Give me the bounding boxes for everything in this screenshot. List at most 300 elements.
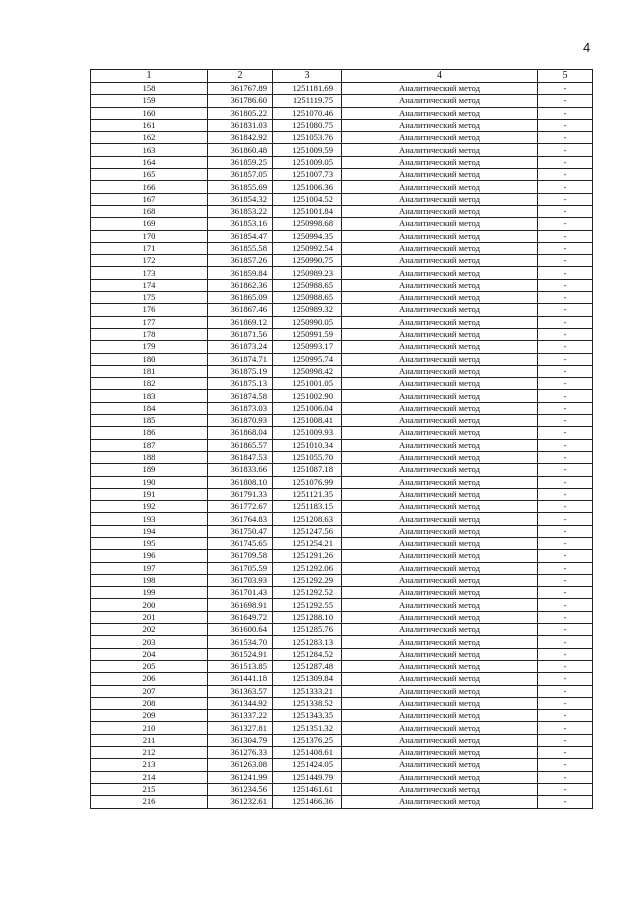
method-cell: Аналитический метод (342, 328, 538, 340)
point-number-cell: 206 (91, 673, 208, 685)
error-cell: - (538, 95, 593, 107)
method-cell: Аналитический метод (342, 599, 538, 611)
point-number-cell: 207 (91, 685, 208, 697)
point-number-cell: 184 (91, 402, 208, 414)
table-row (91, 587, 593, 599)
x-coordinate-cell: 361854.47 (208, 230, 273, 242)
x-coordinate-cell: 361701.43 (208, 587, 273, 599)
method-cell: Аналитический метод (342, 796, 538, 808)
error-cell: - (538, 119, 593, 131)
method-cell: Аналитический метод (342, 144, 538, 156)
error-cell: - (538, 550, 593, 562)
table-row (91, 464, 593, 476)
table-row (91, 328, 593, 340)
x-coordinate-cell: 361703.93 (208, 574, 273, 586)
error-cell: - (538, 144, 593, 156)
method-cell: Аналитический метод (342, 464, 538, 476)
table-row (91, 119, 593, 131)
error-cell: - (538, 415, 593, 427)
header-cell: 5 (538, 70, 593, 83)
x-coordinate-cell: 361867.46 (208, 304, 273, 316)
error-cell: - (538, 304, 593, 316)
point-number-cell: 214 (91, 771, 208, 783)
point-number-cell: 176 (91, 304, 208, 316)
method-cell: Аналитический метод (342, 132, 538, 144)
error-cell: - (538, 562, 593, 574)
x-coordinate-cell: 361853.22 (208, 205, 273, 217)
x-coordinate-cell: 361344.92 (208, 697, 273, 709)
table-row (91, 316, 593, 328)
error-cell: - (538, 181, 593, 193)
table-row (91, 648, 593, 660)
table-row (91, 95, 593, 107)
error-cell: - (538, 673, 593, 685)
y-coordinate-cell: 1251376.25 (273, 734, 342, 746)
table-row (91, 341, 593, 353)
y-coordinate-cell: 1251055.70 (273, 451, 342, 463)
point-number-cell: 163 (91, 144, 208, 156)
point-number-cell: 189 (91, 464, 208, 476)
y-coordinate-cell: 1251338.52 (273, 697, 342, 709)
table-row (91, 353, 593, 365)
x-coordinate-cell: 361767.89 (208, 83, 273, 95)
table-row (91, 390, 593, 402)
error-cell: - (538, 611, 593, 623)
error-cell: - (538, 599, 593, 611)
y-coordinate-cell: 1251087.18 (273, 464, 342, 476)
error-cell: - (538, 328, 593, 340)
table-row (91, 673, 593, 685)
y-coordinate-cell: 1250988.65 (273, 292, 342, 304)
method-cell: Аналитический метод (342, 107, 538, 119)
point-number-cell: 164 (91, 156, 208, 168)
error-cell: - (538, 587, 593, 599)
x-coordinate-cell: 361698.91 (208, 599, 273, 611)
y-coordinate-cell: 1251284.52 (273, 648, 342, 660)
point-number-cell: 162 (91, 132, 208, 144)
point-number-cell: 179 (91, 341, 208, 353)
page-number: 4 (583, 40, 591, 55)
table-body (91, 83, 593, 809)
table-row (91, 169, 593, 181)
x-coordinate-cell: 361304.79 (208, 734, 273, 746)
error-cell: - (538, 169, 593, 181)
x-coordinate-cell: 361808.10 (208, 476, 273, 488)
table-row (91, 132, 593, 144)
error-cell: - (538, 402, 593, 414)
error-cell: - (538, 427, 593, 439)
point-number-cell: 186 (91, 427, 208, 439)
table-row (91, 734, 593, 746)
error-cell: - (538, 759, 593, 771)
error-cell: - (538, 660, 593, 672)
coordinates-table (90, 69, 593, 809)
point-number-cell: 161 (91, 119, 208, 131)
method-cell: Аналитический метод (342, 353, 538, 365)
point-number-cell: 202 (91, 624, 208, 636)
method-cell: Аналитический метод (342, 660, 538, 672)
method-cell: Аналитический метод (342, 550, 538, 562)
table-row (91, 537, 593, 549)
point-number-cell: 213 (91, 759, 208, 771)
table-row (91, 697, 593, 709)
method-cell: Аналитический метод (342, 218, 538, 230)
y-coordinate-cell: 1250995.74 (273, 353, 342, 365)
header-cell: 3 (273, 70, 342, 83)
x-coordinate-cell: 361875.13 (208, 378, 273, 390)
x-coordinate-cell: 361842.92 (208, 132, 273, 144)
y-coordinate-cell: 1251010.34 (273, 439, 342, 451)
point-number-cell: 180 (91, 353, 208, 365)
x-coordinate-cell: 361805.22 (208, 107, 273, 119)
method-cell: Аналитический метод (342, 574, 538, 586)
method-cell: Аналитический метод (342, 193, 538, 205)
table-row (91, 525, 593, 537)
point-number-cell: 172 (91, 255, 208, 267)
x-coordinate-cell: 361865.09 (208, 292, 273, 304)
x-coordinate-cell: 361847.53 (208, 451, 273, 463)
method-cell: Аналитический метод (342, 341, 538, 353)
point-number-cell: 174 (91, 279, 208, 291)
x-coordinate-cell: 361600.64 (208, 624, 273, 636)
y-coordinate-cell: 1251006.04 (273, 402, 342, 414)
error-cell: - (538, 697, 593, 709)
error-cell: - (538, 390, 593, 402)
error-cell: - (538, 476, 593, 488)
method-cell: Аналитический метод (342, 255, 538, 267)
y-coordinate-cell: 1251119.75 (273, 95, 342, 107)
x-coordinate-cell: 361534.70 (208, 636, 273, 648)
x-coordinate-cell: 361263.08 (208, 759, 273, 771)
error-cell: - (538, 292, 593, 304)
method-cell: Аналитический метод (342, 525, 538, 537)
y-coordinate-cell: 1251121.35 (273, 488, 342, 500)
point-number-cell: 166 (91, 181, 208, 193)
x-coordinate-cell: 361327.81 (208, 722, 273, 734)
y-coordinate-cell: 1250991.59 (273, 328, 342, 340)
method-cell: Аналитический метод (342, 378, 538, 390)
x-coordinate-cell: 361745.65 (208, 537, 273, 549)
error-cell: - (538, 83, 593, 95)
method-cell: Аналитический метод (342, 611, 538, 623)
table-row (91, 181, 593, 193)
method-cell: Аналитический метод (342, 304, 538, 316)
error-cell: - (538, 107, 593, 119)
table-row (91, 550, 593, 562)
point-number-cell: 215 (91, 783, 208, 795)
x-coordinate-cell: 361750.47 (208, 525, 273, 537)
table-row (91, 365, 593, 377)
y-coordinate-cell: 1250990.05 (273, 316, 342, 328)
x-coordinate-cell: 361860.48 (208, 144, 273, 156)
method-cell: Аналитический метод (342, 292, 538, 304)
y-coordinate-cell: 1251285.76 (273, 624, 342, 636)
table-row (91, 107, 593, 119)
y-coordinate-cell: 1251070.46 (273, 107, 342, 119)
x-coordinate-cell: 361871.56 (208, 328, 273, 340)
point-number-cell: 203 (91, 636, 208, 648)
point-number-cell: 208 (91, 697, 208, 709)
error-cell: - (538, 734, 593, 746)
table-row (91, 193, 593, 205)
y-coordinate-cell: 1251006.36 (273, 181, 342, 193)
method-cell: Аналитический метод (342, 476, 538, 488)
point-number-cell: 188 (91, 451, 208, 463)
error-cell: - (538, 685, 593, 697)
x-coordinate-cell: 361772.67 (208, 501, 273, 513)
table-row (91, 144, 593, 156)
point-number-cell: 211 (91, 734, 208, 746)
point-number-cell: 168 (91, 205, 208, 217)
point-number-cell: 196 (91, 550, 208, 562)
point-number-cell: 201 (91, 611, 208, 623)
point-number-cell: 160 (91, 107, 208, 119)
y-coordinate-cell: 1250992.54 (273, 242, 342, 254)
table-row (91, 599, 593, 611)
method-cell: Аналитический метод (342, 181, 538, 193)
error-cell: - (538, 255, 593, 267)
y-coordinate-cell: 1250998.42 (273, 365, 342, 377)
table-row (91, 624, 593, 636)
x-coordinate-cell: 361791.33 (208, 488, 273, 500)
y-coordinate-cell: 1251254.21 (273, 537, 342, 549)
point-number-cell: 175 (91, 292, 208, 304)
method-cell: Аналитический метод (342, 415, 538, 427)
x-coordinate-cell: 361853.16 (208, 218, 273, 230)
y-coordinate-cell: 1250989.32 (273, 304, 342, 316)
x-coordinate-cell: 361859.84 (208, 267, 273, 279)
x-coordinate-cell: 361241.99 (208, 771, 273, 783)
y-coordinate-cell: 1250990.75 (273, 255, 342, 267)
point-number-cell: 194 (91, 525, 208, 537)
point-number-cell: 193 (91, 513, 208, 525)
y-coordinate-cell: 1251449.79 (273, 771, 342, 783)
method-cell: Аналитический метод (342, 83, 538, 95)
x-coordinate-cell: 361859.25 (208, 156, 273, 168)
x-coordinate-cell: 361232.61 (208, 796, 273, 808)
y-coordinate-cell: 1251001.84 (273, 205, 342, 217)
y-coordinate-cell: 1251291.26 (273, 550, 342, 562)
y-coordinate-cell: 1251009.05 (273, 156, 342, 168)
error-cell: - (538, 242, 593, 254)
x-coordinate-cell: 361875.19 (208, 365, 273, 377)
method-cell: Аналитический метод (342, 722, 538, 734)
x-coordinate-cell: 361833.66 (208, 464, 273, 476)
y-coordinate-cell: 1251288.10 (273, 611, 342, 623)
x-coordinate-cell: 361857.26 (208, 255, 273, 267)
y-coordinate-cell: 1251053.76 (273, 132, 342, 144)
y-coordinate-cell: 1251247.56 (273, 525, 342, 537)
x-coordinate-cell: 361873.24 (208, 341, 273, 353)
y-coordinate-cell: 1251408.61 (273, 747, 342, 759)
y-coordinate-cell: 1251009.59 (273, 144, 342, 156)
method-cell: Аналитический метод (342, 562, 538, 574)
point-number-cell: 173 (91, 267, 208, 279)
table-row (91, 304, 593, 316)
table-row (91, 685, 593, 697)
method-cell: Аналитический метод (342, 119, 538, 131)
error-cell: - (538, 279, 593, 291)
method-cell: Аналитический метод (342, 365, 538, 377)
point-number-cell: 216 (91, 796, 208, 808)
point-number-cell: 170 (91, 230, 208, 242)
method-cell: Аналитический метод (342, 267, 538, 279)
table-row (91, 488, 593, 500)
error-cell: - (538, 648, 593, 660)
x-coordinate-cell: 361870.93 (208, 415, 273, 427)
error-cell: - (538, 710, 593, 722)
x-coordinate-cell: 361869.12 (208, 316, 273, 328)
method-cell: Аналитический метод (342, 439, 538, 451)
table-row (91, 267, 593, 279)
y-coordinate-cell: 1251292.55 (273, 599, 342, 611)
table-row (91, 242, 593, 254)
error-cell: - (538, 537, 593, 549)
point-number-cell: 165 (91, 169, 208, 181)
y-coordinate-cell: 1251080.75 (273, 119, 342, 131)
x-coordinate-cell: 361363.57 (208, 685, 273, 697)
x-coordinate-cell: 361855.58 (208, 242, 273, 254)
point-number-cell: 178 (91, 328, 208, 340)
y-coordinate-cell: 1250993.17 (273, 341, 342, 353)
table-row (91, 796, 593, 808)
x-coordinate-cell: 361709.58 (208, 550, 273, 562)
error-cell: - (538, 525, 593, 537)
y-coordinate-cell: 1251002.90 (273, 390, 342, 402)
x-coordinate-cell: 361441.18 (208, 673, 273, 685)
x-coordinate-cell: 361513.85 (208, 660, 273, 672)
error-cell: - (538, 316, 593, 328)
error-cell: - (538, 451, 593, 463)
y-coordinate-cell: 1251424.05 (273, 759, 342, 771)
method-cell: Аналитический метод (342, 685, 538, 697)
method-cell: Аналитический метод (342, 205, 538, 217)
point-number-cell: 195 (91, 537, 208, 549)
method-cell: Аналитический метод (342, 427, 538, 439)
table-row (91, 611, 593, 623)
x-coordinate-cell: 361854.32 (208, 193, 273, 205)
x-coordinate-cell: 361234.56 (208, 783, 273, 795)
point-number-cell: 183 (91, 390, 208, 402)
y-coordinate-cell: 1251208.63 (273, 513, 342, 525)
y-coordinate-cell: 1251076.99 (273, 476, 342, 488)
table-row (91, 660, 593, 672)
error-cell: - (538, 636, 593, 648)
table-row (91, 292, 593, 304)
method-cell: Аналитический метод (342, 771, 538, 783)
x-coordinate-cell: 361862.36 (208, 279, 273, 291)
table-row (91, 771, 593, 783)
method-cell: Аналитический метод (342, 501, 538, 513)
x-coordinate-cell: 361786.60 (208, 95, 273, 107)
y-coordinate-cell: 1251343.35 (273, 710, 342, 722)
y-coordinate-cell: 1251001.05 (273, 378, 342, 390)
table-row (91, 402, 593, 414)
point-number-cell: 210 (91, 722, 208, 734)
table-row (91, 562, 593, 574)
table-row (91, 451, 593, 463)
method-cell: Аналитический метод (342, 169, 538, 181)
point-number-cell: 185 (91, 415, 208, 427)
x-coordinate-cell: 361649.72 (208, 611, 273, 623)
table-row (91, 255, 593, 267)
y-coordinate-cell: 1250989.23 (273, 267, 342, 279)
point-number-cell: 205 (91, 660, 208, 672)
x-coordinate-cell: 361337.22 (208, 710, 273, 722)
x-coordinate-cell: 361868.04 (208, 427, 273, 439)
error-cell: - (538, 205, 593, 217)
method-cell: Аналитический метод (342, 759, 538, 771)
y-coordinate-cell: 1251333.21 (273, 685, 342, 697)
table-row (91, 83, 593, 95)
y-coordinate-cell: 1250994.35 (273, 230, 342, 242)
table-row (91, 205, 593, 217)
method-cell: Аналитический метод (342, 230, 538, 242)
table-row (91, 710, 593, 722)
x-coordinate-cell: 361874.58 (208, 390, 273, 402)
x-coordinate-cell: 361857.05 (208, 169, 273, 181)
error-cell: - (538, 488, 593, 500)
point-number-cell: 199 (91, 587, 208, 599)
header-cell: 2 (208, 70, 273, 83)
point-number-cell: 209 (91, 710, 208, 722)
y-coordinate-cell: 1251292.06 (273, 562, 342, 574)
method-cell: Аналитический метод (342, 587, 538, 599)
table-header-row (91, 70, 593, 83)
point-number-cell: 212 (91, 747, 208, 759)
table-row (91, 415, 593, 427)
table-row (91, 156, 593, 168)
method-cell: Аналитический метод (342, 710, 538, 722)
error-cell: - (538, 574, 593, 586)
y-coordinate-cell: 1251351.32 (273, 722, 342, 734)
error-cell: - (538, 341, 593, 353)
error-cell: - (538, 156, 593, 168)
point-number-cell: 158 (91, 83, 208, 95)
method-cell: Аналитический метод (342, 242, 538, 254)
point-number-cell: 190 (91, 476, 208, 488)
point-number-cell: 182 (91, 378, 208, 390)
point-number-cell: 197 (91, 562, 208, 574)
error-cell: - (538, 193, 593, 205)
error-cell: - (538, 513, 593, 525)
method-cell: Аналитический метод (342, 316, 538, 328)
method-cell: Аналитический метод (342, 624, 538, 636)
y-coordinate-cell: 1251007.73 (273, 169, 342, 181)
table-row (91, 636, 593, 648)
error-cell: - (538, 624, 593, 636)
method-cell: Аналитический метод (342, 279, 538, 291)
method-cell: Аналитический метод (342, 390, 538, 402)
error-cell: - (538, 378, 593, 390)
x-coordinate-cell: 361705.59 (208, 562, 273, 574)
error-cell: - (538, 747, 593, 759)
point-number-cell: 181 (91, 365, 208, 377)
y-coordinate-cell: 1251292.29 (273, 574, 342, 586)
error-cell: - (538, 439, 593, 451)
point-number-cell: 177 (91, 316, 208, 328)
method-cell: Аналитический метод (342, 697, 538, 709)
header-cell: 4 (342, 70, 538, 83)
table-row (91, 218, 593, 230)
table-row (91, 439, 593, 451)
table-row (91, 501, 593, 513)
x-coordinate-cell: 361764.83 (208, 513, 273, 525)
y-coordinate-cell: 1251008.41 (273, 415, 342, 427)
error-cell: - (538, 796, 593, 808)
table-row (91, 427, 593, 439)
error-cell: - (538, 230, 593, 242)
